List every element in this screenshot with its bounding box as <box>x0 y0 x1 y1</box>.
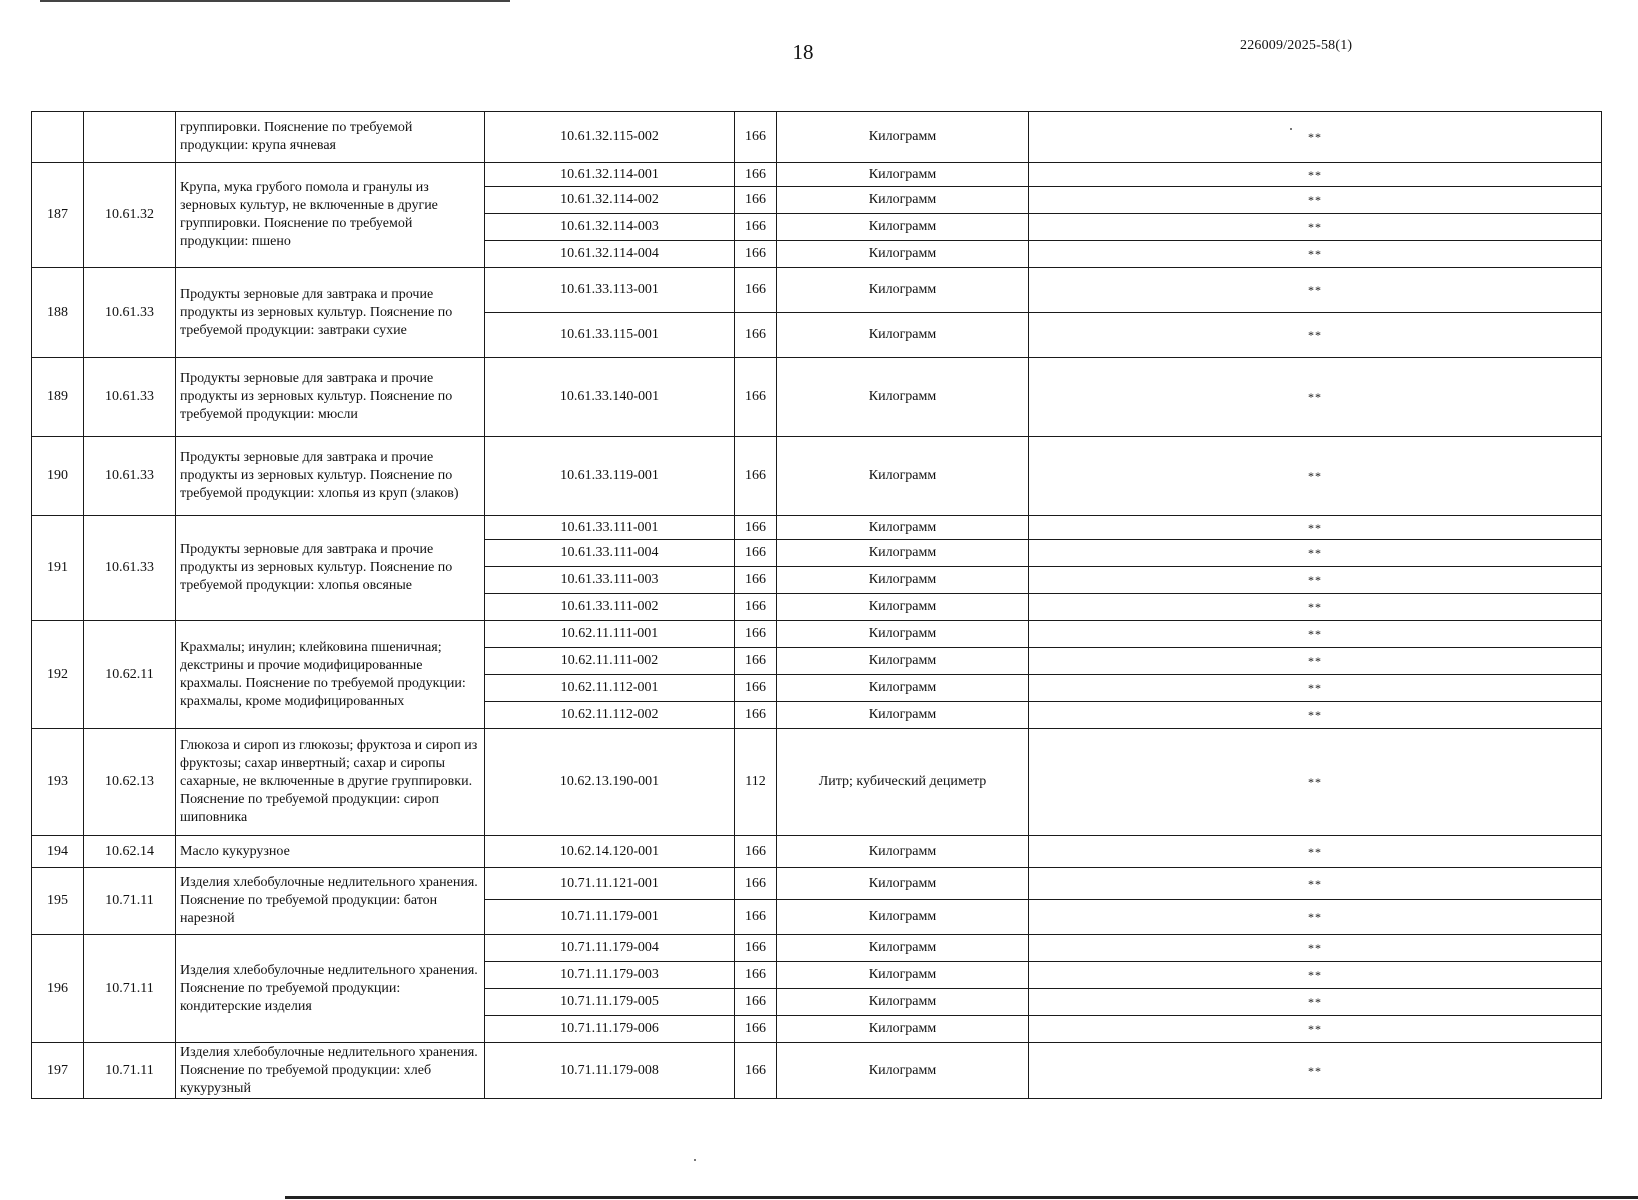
unit-of-measure: Килограмм <box>777 163 1029 187</box>
row-number: 193 <box>32 729 84 836</box>
okpd2-code: 10.61.33 <box>84 358 176 437</box>
unit-of-measure: Килограмм <box>777 516 1029 540</box>
ktru-code: 10.61.33.111-002 <box>485 594 735 621</box>
page-number: 18 <box>792 40 814 64</box>
scan-edge-bottom <box>285 1196 1638 1199</box>
row-number: 194 <box>32 836 84 868</box>
scan-edge-top <box>40 0 510 2</box>
okei-code: 166 <box>735 621 777 648</box>
table-row <box>32 836 1602 868</box>
price-value: ** <box>1029 567 1602 594</box>
okei-code: 166 <box>735 1043 777 1099</box>
okpd2-code: 10.71.11 <box>84 1043 176 1099</box>
price-value: ** <box>1029 868 1602 900</box>
price-value: ** <box>1029 648 1602 675</box>
ktru-code: 10.62.11.111-002 <box>485 648 735 675</box>
ktru-code: 10.61.32.114-003 <box>485 214 735 241</box>
ktru-code: 10.62.13.190-001 <box>485 729 735 836</box>
ktru-code: 10.61.32.114-002 <box>485 187 735 214</box>
price-value: ** <box>1029 516 1602 540</box>
price-value: ** <box>1029 1016 1602 1043</box>
okei-code: 166 <box>735 900 777 935</box>
unit-of-measure: Килограмм <box>777 567 1029 594</box>
ktru-code: 10.62.11.112-001 <box>485 675 735 702</box>
price-value: ** <box>1029 594 1602 621</box>
okpd2-code: 10.61.33 <box>84 268 176 358</box>
okpd2-code: 10.71.11 <box>84 935 176 1043</box>
unit-of-measure: Килограмм <box>777 358 1029 437</box>
okei-code: 166 <box>735 989 777 1016</box>
ktru-code: 10.61.33.119-001 <box>485 437 735 516</box>
okpd2-code <box>84 112 176 163</box>
products-table <box>31 111 1602 1099</box>
table-row <box>32 358 1602 437</box>
okpd2-code: 10.62.13 <box>84 729 176 836</box>
okei-code: 166 <box>735 437 777 516</box>
table-row <box>32 729 1602 836</box>
product-description: Крахмалы; инулин; клейковина пшеничная; декстрины и прочие модифицированные крахмалы. Пояснение по требуемой продукции: крахмалы, кроме модифицированных <box>176 621 485 729</box>
ktru-code: 10.61.33.115-001 <box>485 313 735 358</box>
okei-code: 166 <box>735 675 777 702</box>
okei-code: 166 <box>735 187 777 214</box>
ktru-code: 10.61.32.114-004 <box>485 241 735 268</box>
unit-of-measure: Килограмм <box>777 112 1029 163</box>
document-id: 226009/2025-58(1) <box>1240 38 1353 53</box>
price-value: ** <box>1029 702 1602 729</box>
okei-code: 166 <box>735 112 777 163</box>
ktru-code: 10.71.11.179-004 <box>485 935 735 962</box>
price-value: ** <box>1029 900 1602 935</box>
unit-of-measure: Килограмм <box>777 268 1029 313</box>
okei-code: 166 <box>735 516 777 540</box>
row-number: 197 <box>32 1043 84 1099</box>
unit-of-measure: Килограмм <box>777 962 1029 989</box>
unit-of-measure: Килограмм <box>777 868 1029 900</box>
price-value: ** <box>1029 1043 1602 1099</box>
ktru-code: 10.61.33.140-001 <box>485 358 735 437</box>
price-value: ** <box>1029 268 1602 313</box>
unit-of-measure: Килограмм <box>777 594 1029 621</box>
unit-of-measure: Килограмм <box>777 648 1029 675</box>
unit-of-measure: Килограмм <box>777 935 1029 962</box>
product-description: Изделия хлебобулочные недлительного хранения. Пояснение по требуемой продукции: батон нарезной <box>176 868 485 935</box>
unit-of-measure: Килограмм <box>777 675 1029 702</box>
product-description: Продукты зерновые для завтрака и прочие продукты из зерновых культур. Пояснение по требуемой продукции: хлопья овсяные <box>176 516 485 621</box>
unit-of-measure: Литр; кубический дециметр <box>777 729 1029 836</box>
product-description: группировки. Пояснение по требуемой продукции: крупа ячневая <box>176 112 485 163</box>
unit-of-measure: Килограмм <box>777 1043 1029 1099</box>
unit-of-measure: Килограмм <box>777 313 1029 358</box>
row-number: 191 <box>32 516 84 621</box>
unit-of-measure: Килограмм <box>777 187 1029 214</box>
price-value: ** <box>1029 358 1602 437</box>
product-description: Изделия хлебобулочные недлительного хранения. Пояснение по требуемой продукции: хлеб кукурузный <box>176 1043 485 1099</box>
okpd2-code: 10.61.33 <box>84 516 176 621</box>
unit-of-measure: Килограмм <box>777 241 1029 268</box>
ktru-code: 10.62.11.111-001 <box>485 621 735 648</box>
product-description: Продукты зерновые для завтрака и прочие продукты из зерновых культур. Пояснение по требуемой продукции: завтраки сухие <box>176 268 485 358</box>
ktru-code: 10.71.11.179-008 <box>485 1043 735 1099</box>
unit-of-measure: Килограмм <box>777 900 1029 935</box>
table-row <box>32 621 1602 648</box>
ktru-code: 10.71.11.179-005 <box>485 989 735 1016</box>
table-row <box>32 268 1602 313</box>
ktru-code: 10.62.14.120-001 <box>485 836 735 868</box>
ktru-code: 10.71.11.121-001 <box>485 868 735 900</box>
price-value: ** <box>1029 621 1602 648</box>
okei-code: 166 <box>735 313 777 358</box>
product-description: Масло кукурузное <box>176 836 485 868</box>
okei-code: 166 <box>735 935 777 962</box>
okei-code: 166 <box>735 540 777 567</box>
product-description: Продукты зерновые для завтрака и прочие продукты из зерновых культур. Пояснение по требуемой продукции: мюсли <box>176 358 485 437</box>
price-value: ** <box>1029 962 1602 989</box>
price-value: ** <box>1029 214 1602 241</box>
okei-code: 166 <box>735 241 777 268</box>
okpd2-code: 10.62.14 <box>84 836 176 868</box>
okpd2-code: 10.61.33 <box>84 437 176 516</box>
row-number: 188 <box>32 268 84 358</box>
ktru-code: 10.61.33.113-001 <box>485 268 735 313</box>
table-row <box>32 163 1602 187</box>
price-value: ** <box>1029 187 1602 214</box>
ktru-code: 10.71.11.179-001 <box>485 900 735 935</box>
price-value: ** <box>1029 935 1602 962</box>
row-number: 195 <box>32 868 84 935</box>
okei-code: 166 <box>735 836 777 868</box>
okpd2-code: 10.62.11 <box>84 621 176 729</box>
ktru-code: 10.61.32.114-001 <box>485 163 735 187</box>
okei-code: 166 <box>735 962 777 989</box>
okei-code: 166 <box>735 702 777 729</box>
price-value: ** <box>1029 836 1602 868</box>
price-value: ** <box>1029 112 1602 163</box>
row-number: 192 <box>32 621 84 729</box>
okei-code: 166 <box>735 163 777 187</box>
unit-of-measure: Килограмм <box>777 540 1029 567</box>
okei-code: 166 <box>735 214 777 241</box>
table-row <box>32 437 1602 516</box>
unit-of-measure: Килограмм <box>777 989 1029 1016</box>
unit-of-measure: Килограмм <box>777 702 1029 729</box>
table-row <box>32 112 1602 163</box>
row-number: 196 <box>32 935 84 1043</box>
ktru-code: 10.61.32.115-002 <box>485 112 735 163</box>
product-description: Крупа, мука грубого помола и гранулы из зерновых культур, не включенные в другие группировки. Пояснение по требуемой продукции: пшено <box>176 163 485 268</box>
okpd2-code: 10.71.11 <box>84 868 176 935</box>
table-row <box>32 868 1602 900</box>
unit-of-measure: Килограмм <box>777 437 1029 516</box>
price-value: ** <box>1029 989 1602 1016</box>
product-description: Глюкоза и сироп из глюкозы; фруктоза и сироп из фруктозы; сахар инвертный; сахар и сиропы сахарные, не включенные в другие группировки. Пояснение по требуемой продукции: сироп шиповника <box>176 729 485 836</box>
table-row <box>32 516 1602 540</box>
unit-of-measure: Килограмм <box>777 214 1029 241</box>
unit-of-measure: Килограмм <box>777 621 1029 648</box>
price-value: ** <box>1029 437 1602 516</box>
product-description: Изделия хлебобулочные недлительного хранения. Пояснение по требуемой продукции: кондитерские изделия <box>176 935 485 1043</box>
okei-code: 166 <box>735 358 777 437</box>
ktru-code: 10.61.33.111-003 <box>485 567 735 594</box>
price-value: ** <box>1029 675 1602 702</box>
price-value: ** <box>1029 729 1602 836</box>
row-number: 187 <box>32 163 84 268</box>
ktru-code: 10.71.11.179-003 <box>485 962 735 989</box>
okei-code: 166 <box>735 594 777 621</box>
scan-speck <box>694 1159 696 1161</box>
okei-code: 166 <box>735 1016 777 1043</box>
ktru-code: 10.61.33.111-004 <box>485 540 735 567</box>
row-number <box>32 112 84 163</box>
price-value: ** <box>1029 313 1602 358</box>
ktru-code: 10.62.11.112-002 <box>485 702 735 729</box>
price-value: ** <box>1029 163 1602 187</box>
okei-code: 166 <box>735 648 777 675</box>
table-row <box>32 1043 1602 1099</box>
ktru-code: 10.61.33.111-001 <box>485 516 735 540</box>
unit-of-measure: Килограмм <box>777 836 1029 868</box>
okpd2-code: 10.61.32 <box>84 163 176 268</box>
row-number: 190 <box>32 437 84 516</box>
ktru-code: 10.71.11.179-006 <box>485 1016 735 1043</box>
price-value: ** <box>1029 540 1602 567</box>
product-description: Продукты зерновые для завтрака и прочие продукты из зерновых культур. Пояснение по требуемой продукции: хлопья из круп (злаков) <box>176 437 485 516</box>
okei-code: 166 <box>735 268 777 313</box>
okei-code: 166 <box>735 868 777 900</box>
row-number: 189 <box>32 358 84 437</box>
okei-code: 166 <box>735 567 777 594</box>
okei-code: 112 <box>735 729 777 836</box>
table-row <box>32 935 1602 962</box>
price-value: ** <box>1029 241 1602 268</box>
unit-of-measure: Килограмм <box>777 1016 1029 1043</box>
